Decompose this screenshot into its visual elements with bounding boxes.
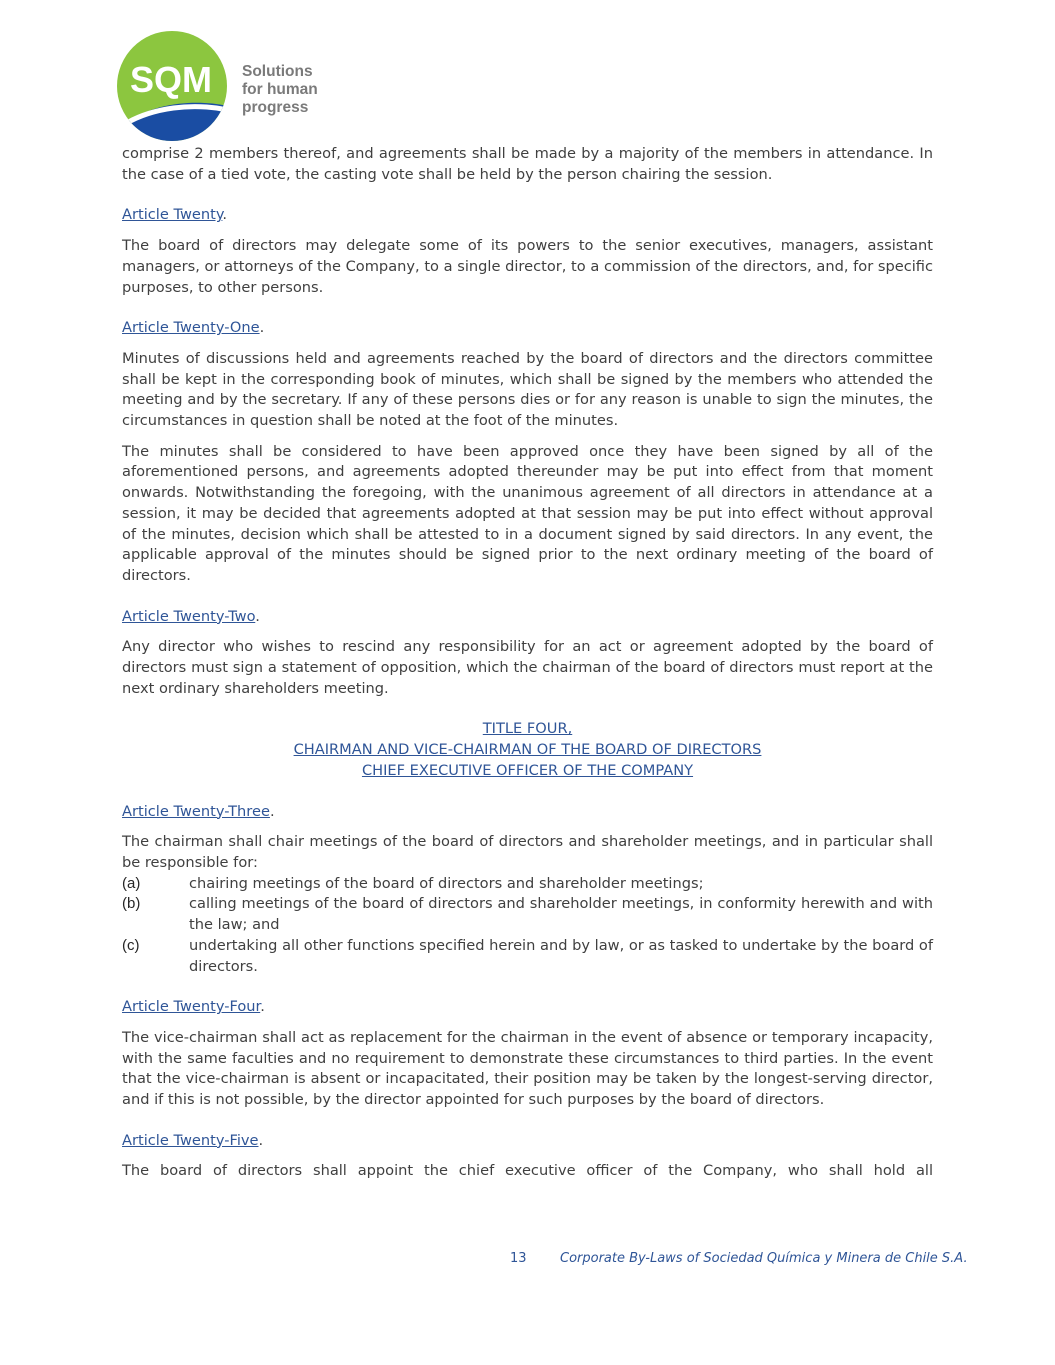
logo-tagline	[242, 63, 318, 117]
list-item-label: (c)	[122, 936, 140, 954]
heading-period: .	[255, 607, 260, 625]
article-twenty-one-paragraph-1: Minutes of discussions held and agreements reached by the board of directors and the directors committee shall be kept in the corresponding book of minutes, which shall be signed by the members who attended the meeting and by the secretary. If any of these persons dies or for any reason is unable to sign the minutes, the circumstances in question shall be noted at the foot of the minutes.	[122, 349, 933, 430]
article-twenty-one-link[interactable]: Article Twenty-One	[122, 319, 260, 337]
title-four-block	[122, 719, 933, 781]
responsibilities-list	[122, 874, 933, 978]
heading-period: .	[222, 206, 228, 224]
logo-tagline-line: progress	[242, 99, 309, 116]
article-twenty-two-heading	[122, 607, 933, 628]
list-item	[122, 936, 933, 977]
heading-period: .	[259, 319, 265, 337]
article-twenty-five-heading	[122, 1131, 933, 1152]
heading-period: .	[269, 802, 275, 820]
article-twenty-one-heading	[122, 318, 933, 339]
document-title: Corporate By-Laws of Sociedad Química y Minera de Chile S.A.	[560, 1251, 968, 1266]
title-line-1[interactable]: TITLE FOUR,	[482, 720, 573, 738]
sqm-logo-icon	[116, 30, 228, 142]
article-twenty-three-paragraph: The chairman shall chair meetings of the board of directors and shareholder meetings, and in particular shall be responsible for:	[122, 833, 933, 871]
heading-period: .	[260, 998, 265, 1016]
heading-period: .	[258, 1131, 264, 1149]
article-twenty-five-paragraph: The board of directors shall appoint the chief executive officer of the Company, who shall hold all	[122, 1162, 933, 1180]
list-item	[122, 894, 933, 935]
list-item-text: calling meetings of the board of directors and shareholder meetings, in conformity herewith and with the law; and	[189, 895, 933, 934]
logo-tagline-line: Solutions	[242, 63, 313, 80]
article-twenty-five-link[interactable]: Article Twenty-Five	[122, 1131, 259, 1149]
article-twenty-four-link[interactable]: Article Twenty-Four	[122, 998, 261, 1016]
article-twenty-four-paragraph: The vice-chairman shall act as replacement for the chairman in the event of absence or temporary incapacity, with the same faculties and no requirement to demonstrate these circumstances to third parties. In the event that the vice-chairman is absent or incapacitated, their position may be taken by the longest-serving director, and if this is not possible, by the director appointed for such purposes by the board of directors.	[122, 1028, 933, 1109]
page-number: 13	[510, 1251, 527, 1266]
company-logo	[116, 30, 346, 142]
article-twenty-one-paragraph-2: The minutes shall be considered to have been approved once they have been signed by all of the aforementioned persons, and agreements adopted thereunder may be put into effect from that moment onwards. Notwithstanding the foregoing, with the unanimous agreement of all directors in attendance at a session, it may be decided that agreements adopted at that session may be put into effect without approval of the minutes, decision which shall be attested to in a document signed by said directors. In any event, the applicable approval of the minutes should be signed prior to the next ordinary meeting of the board of directors.	[122, 442, 933, 584]
article-twenty-three-heading	[122, 802, 933, 823]
article-twenty-link[interactable]: Article Twenty	[122, 206, 223, 224]
article-twenty-paragraph: The board of directors may delegate some of its powers to the senior executives, managers, assistant managers, or attorneys of the Company, to a single director, to a commission of the directors, and, for specific purposes, to other persons.	[122, 237, 933, 296]
article-twenty-four-heading	[122, 997, 933, 1018]
list-item-text: undertaking all other functions specified herein and by law, or as tasked to undertake by the board of directors.	[189, 936, 933, 975]
article-twenty-three-link[interactable]: Article Twenty-Three	[122, 802, 270, 820]
logo-tagline-line: for human	[242, 81, 318, 98]
logo-wordmark: SQM	[129, 59, 213, 100]
article-twenty-heading	[122, 205, 933, 226]
list-item	[122, 874, 933, 895]
list-item-label: (a)	[122, 874, 141, 892]
list-item-label: (b)	[122, 895, 141, 913]
article-twenty-two-paragraph: Any director who wishes to rescind any responsibility for an act or agreement adopted by the board of directors must sign a statement of opposition, which the chairman of the board of directors must report at the next ordinary shareholders meeting.	[122, 638, 933, 697]
article-twenty-two-link[interactable]: Article Twenty-Two	[122, 607, 256, 625]
list-item-text: chairing meetings of the board of directors and shareholder meetings;	[189, 874, 704, 892]
title-line-2[interactable]: CHAIRMAN AND VICE-CHAIRMAN OF THE BOARD OF DIRECTORS	[293, 741, 762, 759]
intro-paragraph: comprise 2 members thereof, and agreements shall be made by a majority of the members in attendance. In the case of a tied vote, the casting vote shall be held by the person chairing the session.	[122, 145, 933, 183]
page-footer	[510, 1251, 968, 1266]
document-body	[122, 144, 933, 1192]
title-line-3[interactable]: CHIEF EXECUTIVE OFFICER OF THE COMPANY	[361, 761, 694, 779]
